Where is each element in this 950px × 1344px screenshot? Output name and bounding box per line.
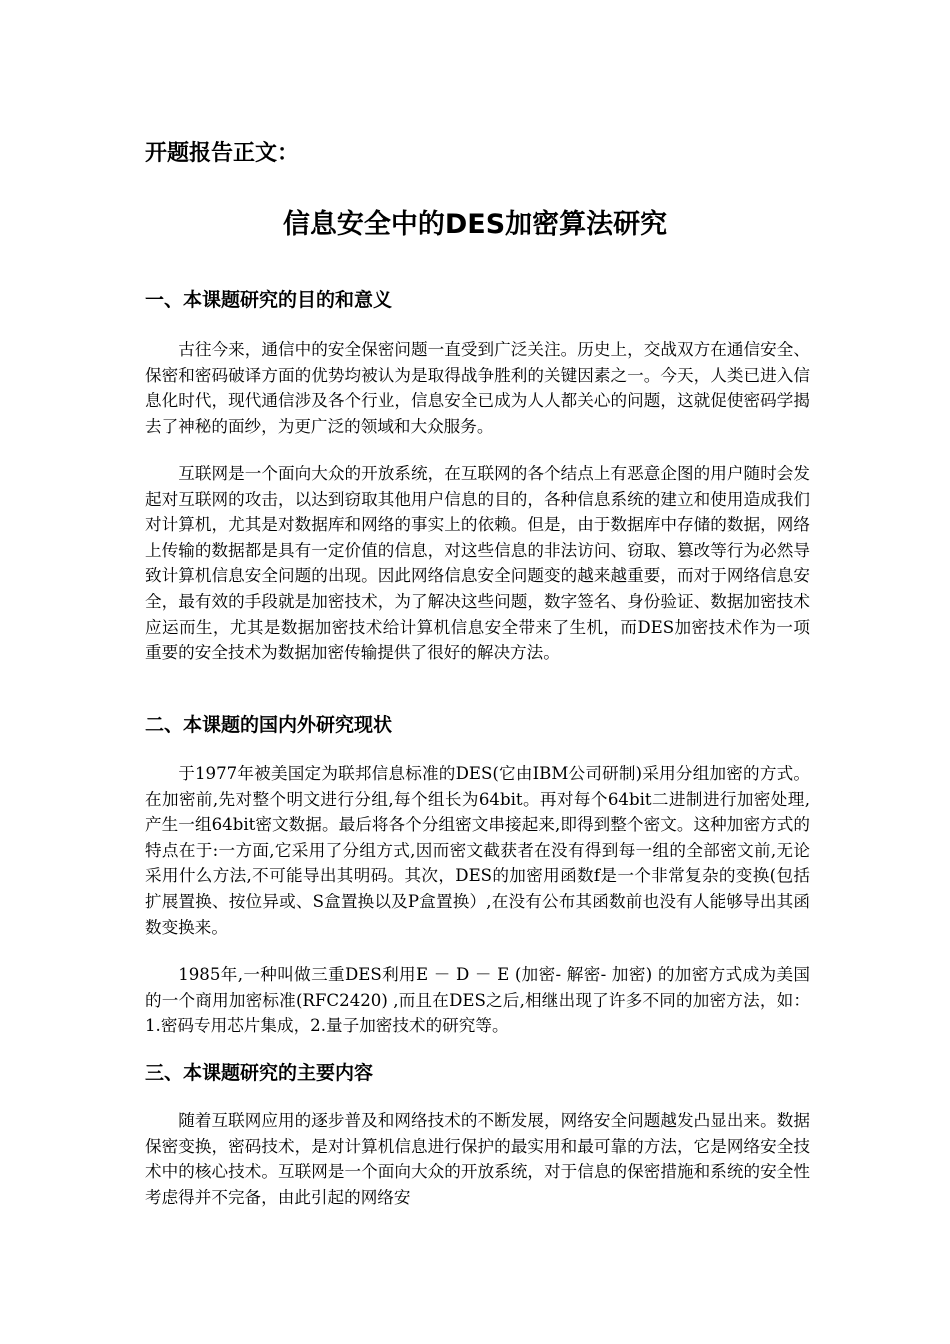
section-heading: 一、本课题研究的目的和意义 <box>145 289 393 311</box>
section-paragraph: 互联网是一个面向大众的开放系统，在互联网的各个结点上有恶意企图的用户随时会发起对互联网的攻击，以达到窃取其他用户信息的目的，各种信息系统的建立和使用造成我们对计算机，尤其是对数据库和网络的事实上的依赖。但是，由于数据库中存储的数据，网络上传输的数据都是具有一定价值的信息，对这些信息的非法访问、窃取、篡改等行为必然导致计算机信息安全问题的出现。因此网络信息安全问题变的越来越重要，而对于网络信息安全，最有效的手段就是加密技术，为了解决这些问题，数字签名、身份验证、数据加密技术应运而生，尤其是数据加密技术给计算机信息安全带来了生机，而DES加密技术作为一项重要的安全技术为数据加密传输提供了很好的解决方法。 <box>145 464 810 663</box>
section-paragraph: 古往今来，通信中的安全保密问题一直受到广泛关注。历史上，交战双方在通信安全、保密和密码破译方面的优势均被认为是取得战争胜利的关键因素之一。今天，人类已进入信息化时代，现代通信涉及各个行业，信息安全已成为人人都关心的问题，这就促使密码学揭去了神秘的面纱，为更广泛的领域和大众服务。 <box>145 340 810 436</box>
document-title: 信息安全中的DES加密算法研究 <box>282 209 668 240</box>
section-heading: 二、本课题的国内外研究现状 <box>145 714 393 736</box>
section-heading: 三、本课题研究的主要内容 <box>145 1062 374 1084</box>
section-paragraph: 随着互联网应用的逐步普及和网络技术的不断发展，网络安全问题越发凸显出来。数据保密变换，密码技术，是对计算机信息进行保护的最实用和最可靠的方法，它是网络安全技术中的核心技术。互联网是一个面向大众的开放系统，对于信息的保密措施和系统的安全性考虑得并不完备，由此引起的网络安 <box>145 1111 810 1207</box>
report-label: 开题报告正文： <box>145 140 300 166</box>
section-paragraph: 于1977年被美国定为联邦信息标准的DES(它由IBM公司研制)采用分组加密的方式。在加密前,先对整个明文进行分组,每个组长为64bit。再对每个64bit二进制进行加密处理,产生一组64bit密文数据。最后将各个分组密文串接起来,即得到整个密文。这种加密方式的特点在于:一方面,它采用了分组方式,因而密文截获者在没有得到每一组的全部密文前,无论采用什么方法,不可能导出其明码。其次，DES的加密用函数f是一个非常复杂的变换(包括扩展置换、按位异或、S盒置换以及P盒置换）,在没有公布其函数前也没有人能够导出其函数变换来。 <box>145 764 810 937</box>
section-paragraph: 1985年,一种叫做三重DES利用E － D － E (加密- 解密- 加密) 的加密方式成为美国的一个商用加密标准(RFC2420) ,而且在DES之后,相继出现了许多不同的加密方法，如：1.密码专用芯片集成，2.量子加密技术的研究等。 <box>145 965 810 1036</box>
